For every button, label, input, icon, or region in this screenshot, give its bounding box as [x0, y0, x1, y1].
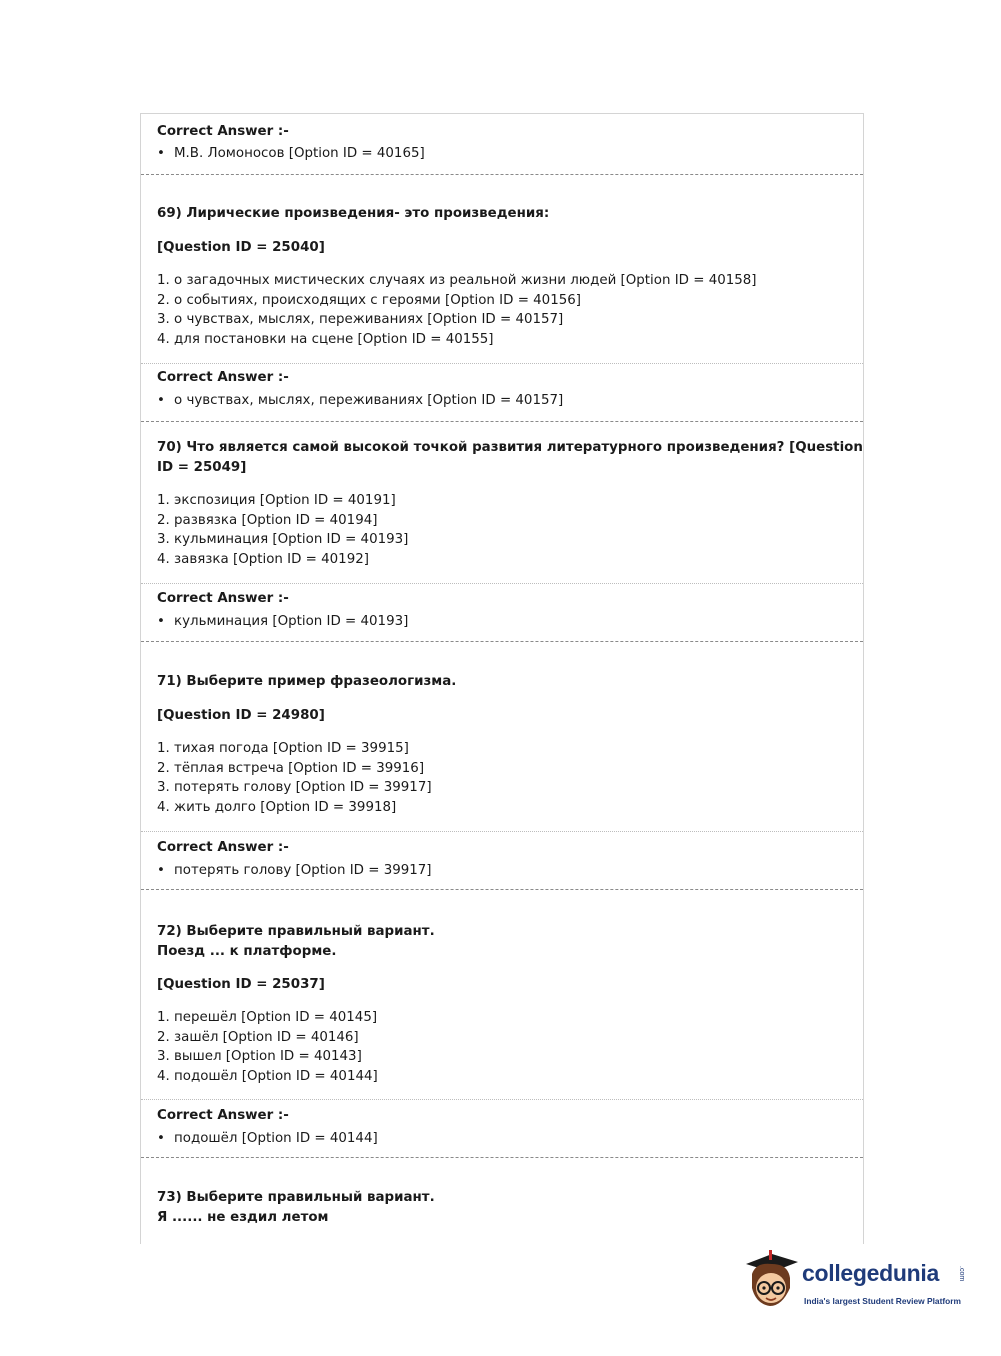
- correct-answer-q72: • подошёл [Option ID = 40144]: [157, 1131, 378, 1146]
- option-item: 4. подошёл [Option ID = 40144]: [157, 1068, 378, 1084]
- answer-section-q69: [141, 364, 863, 422]
- option-list: [157, 1008, 378, 1086]
- question-id: [Question ID = 24980]: [157, 708, 325, 723]
- answer-section-q70: [141, 584, 863, 642]
- option-list: [157, 271, 757, 349]
- correct-answer-label: Correct Answer :-: [157, 124, 289, 139]
- brand-tagline: India's largest Student Review Platform: [804, 1296, 961, 1306]
- question-q73: [141, 1158, 863, 1244]
- question-title-cont: ID = 25049]: [157, 460, 247, 475]
- option-item: 2. тёплая встреча [Option ID = 39916]: [157, 760, 425, 776]
- option-item: 4. завязка [Option ID = 40192]: [157, 551, 369, 567]
- question-q72: [141, 890, 863, 1100]
- option-list: [157, 491, 408, 569]
- question-id: [Question ID = 25040]: [157, 240, 325, 255]
- collegedunia-logo: [742, 1248, 970, 1314]
- question-q71: [141, 642, 863, 832]
- correct-answer-label: Correct Answer :-: [157, 370, 289, 385]
- option-list: [157, 739, 432, 817]
- option-item: 3. кульминация [Option ID = 40193]: [157, 532, 409, 547]
- brand-domain-suffix: .com: [958, 1266, 965, 1282]
- correct-answer-q71: • потерять голову [Option ID = 39917]: [157, 863, 432, 878]
- option-item: 1. экспозиция [Option ID = 40191]: [157, 493, 396, 508]
- option-item: 4. для постановки на сцене [Option ID = 40155]: [157, 331, 494, 347]
- student-mascot-icon: [742, 1248, 804, 1312]
- question-id: [Question ID = 25037]: [157, 977, 325, 992]
- correct-answer-label: Correct Answer :-: [157, 840, 289, 855]
- question-q69: [141, 175, 863, 364]
- option-item: 3. потерять голову [Option ID = 39917]: [157, 780, 432, 795]
- correct-answer-q69: • о чувствах, мыслях, переживаниях [Option ID = 40157]: [157, 393, 564, 408]
- option-item: 3. вышел [Option ID = 40143]: [157, 1049, 362, 1064]
- question-title: 72) Выберите правильный вариант.: [157, 924, 435, 939]
- option-item: 4. жить долго [Option ID = 39918]: [157, 799, 397, 815]
- correct-answer-q68: • М.В. Ломоносов [Option ID = 40165]: [157, 146, 425, 161]
- question-q70: [141, 422, 863, 584]
- option-item: 1. тихая погода [Option ID = 39915]: [157, 741, 409, 756]
- answer-section-q72: [141, 1100, 863, 1158]
- question-title: 73) Выберите правильный вариант.: [157, 1190, 435, 1205]
- question-title: 70) Что является самой высокой точкой развития литературного произведения? [Question: [157, 440, 863, 455]
- question-title-cont: Я ...... не ездил летом: [157, 1210, 329, 1225]
- brand-wordmark: collegedunia: [802, 1260, 939, 1286]
- question-title: 69) Лирические произведения- это произведения:: [157, 206, 550, 221]
- option-item: 1. перешёл [Option ID = 40145]: [157, 1010, 378, 1025]
- correct-answer-label: Correct Answer :-: [157, 591, 289, 606]
- question-title: 71) Выберите пример фразеологизма.: [157, 674, 457, 689]
- correct-answer-q70: • кульминация [Option ID = 40193]: [157, 614, 409, 629]
- question-title-cont: Поезд ... к платформе.: [157, 944, 337, 959]
- option-item: 2. о событиях, происходящих с героями [Option ID = 40156]: [157, 292, 581, 308]
- option-item: 2. зашёл [Option ID = 40146]: [157, 1029, 359, 1045]
- option-item: 2. развязка [Option ID = 40194]: [157, 512, 378, 528]
- option-item: 1. о загадочных мистических случаях из реальной жизни людей [Option ID = 40158]: [157, 273, 757, 288]
- option-item: 3. о чувствах, мыслях, переживаниях [Option ID = 40157]: [157, 312, 564, 327]
- question-paper-page: [140, 113, 864, 1244]
- correct-answer-label: Correct Answer :-: [157, 1108, 289, 1123]
- answer-section-q68: [141, 114, 863, 175]
- answer-section-q71: [141, 832, 863, 890]
